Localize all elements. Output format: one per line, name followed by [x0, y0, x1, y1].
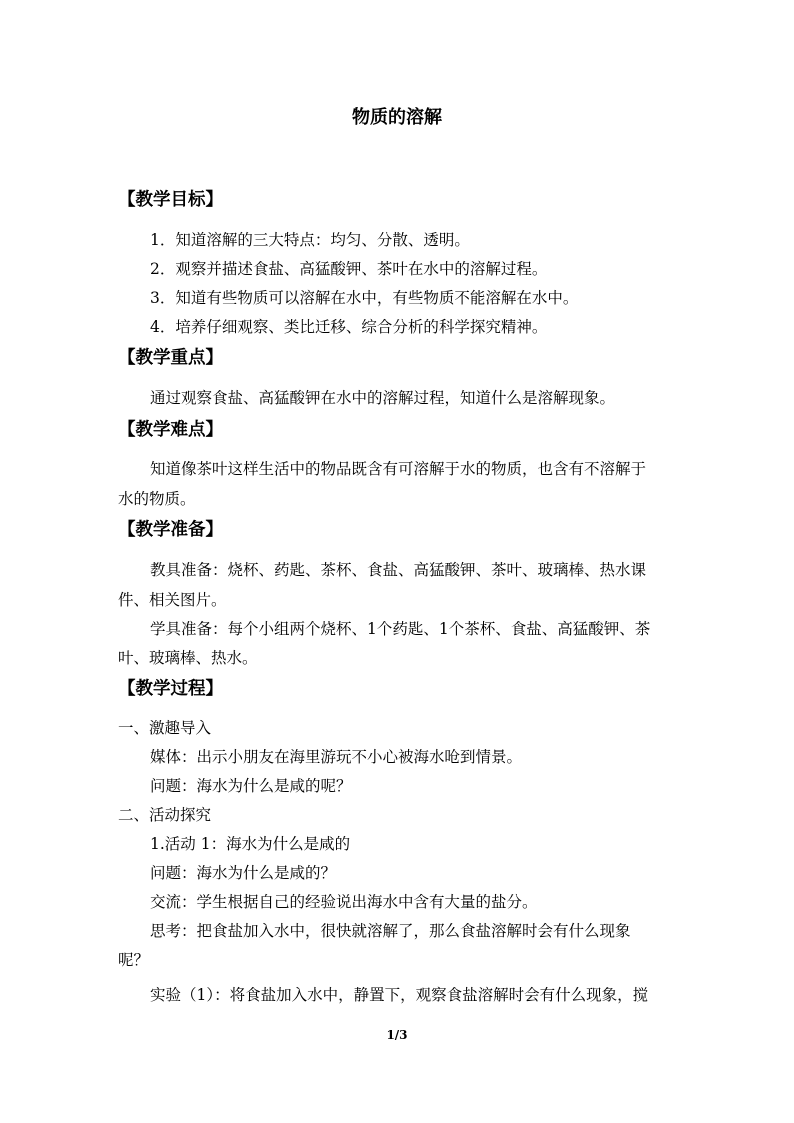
part1-media: 媒体：出示小朋友在海里游玩不小心被海水呛到情景。 — [150, 748, 523, 766]
prep-teacher-line2: 件、相关图片。 — [118, 591, 227, 609]
difficulty-text-line2: 水的物质。 — [118, 490, 196, 508]
process-heading: 【教学过程】 — [118, 679, 223, 699]
goal-item-4: 4．培养仔细观察、类比迁移、综合分析的科学探究精神。 — [150, 318, 548, 336]
goal-item-1: 1．知道溶解的三大特点：均匀、分散、透明。 — [150, 231, 470, 249]
prep-student-line1: 学具准备：每个小组两个烧杯、1个药匙、1个茶杯、食盐、高猛酸钾、茶 — [150, 620, 651, 638]
goal-item-2: 2．观察并描述食盐、高猛酸钾、茶叶在水中的溶解过程。 — [150, 260, 548, 278]
prep-teacher-line1: 教具准备：烧杯、药匙、茶杯、食盐、高猛酸钾、茶叶、玻璃棒、热水课 — [150, 561, 647, 579]
activity1-title: 1.活动 1：海水为什么是咸的 — [150, 835, 351, 853]
prep-heading: 【教学准备】 — [118, 520, 223, 540]
difficulty-heading: 【教学难点】 — [118, 420, 223, 440]
part1-question: 问题：海水为什么是咸的呢？ — [150, 777, 352, 795]
difficulty-text-line1: 知道像茶叶这样生活中的物品既含有可溶解于水的物质，也含有不溶解于 — [150, 460, 647, 478]
experiment1-text: 实验（1）：将食盐加入水中，静置下，观察食盐溶解时会有什么现象，搅 — [150, 986, 649, 1004]
page-number: 1/3 — [386, 1028, 408, 1042]
key-heading: 【教学重点】 — [118, 348, 223, 368]
activity1-question: 问题：海水为什么是咸的？ — [150, 864, 337, 882]
prep-student-line2: 叶、玻璃棒、热水。 — [118, 649, 258, 667]
activity1-think-line2: 呢？ — [118, 951, 150, 969]
activity1-think-line1: 思考：把食盐加入水中，很快就溶解了，那么食盐溶解时会有什么现象 — [150, 922, 631, 940]
part2-heading: 二、活动探究 — [118, 806, 212, 824]
activity1-exchange: 交流：学生根据自己的经验说出海水中含有大量的盐分。 — [150, 893, 538, 911]
part1-heading: 一、激趣导入 — [118, 719, 212, 737]
key-text: 通过观察食盐、高猛酸钾在水中的溶解过程，知道什么是溶解现象。 — [150, 389, 616, 407]
goals-heading: 【教学目标】 — [118, 190, 223, 210]
page-title: 物质的溶解 — [352, 107, 442, 128]
goal-item-3: 3．知道有些物质可以溶解在水中，有些物质不能溶解在水中。 — [150, 289, 579, 307]
